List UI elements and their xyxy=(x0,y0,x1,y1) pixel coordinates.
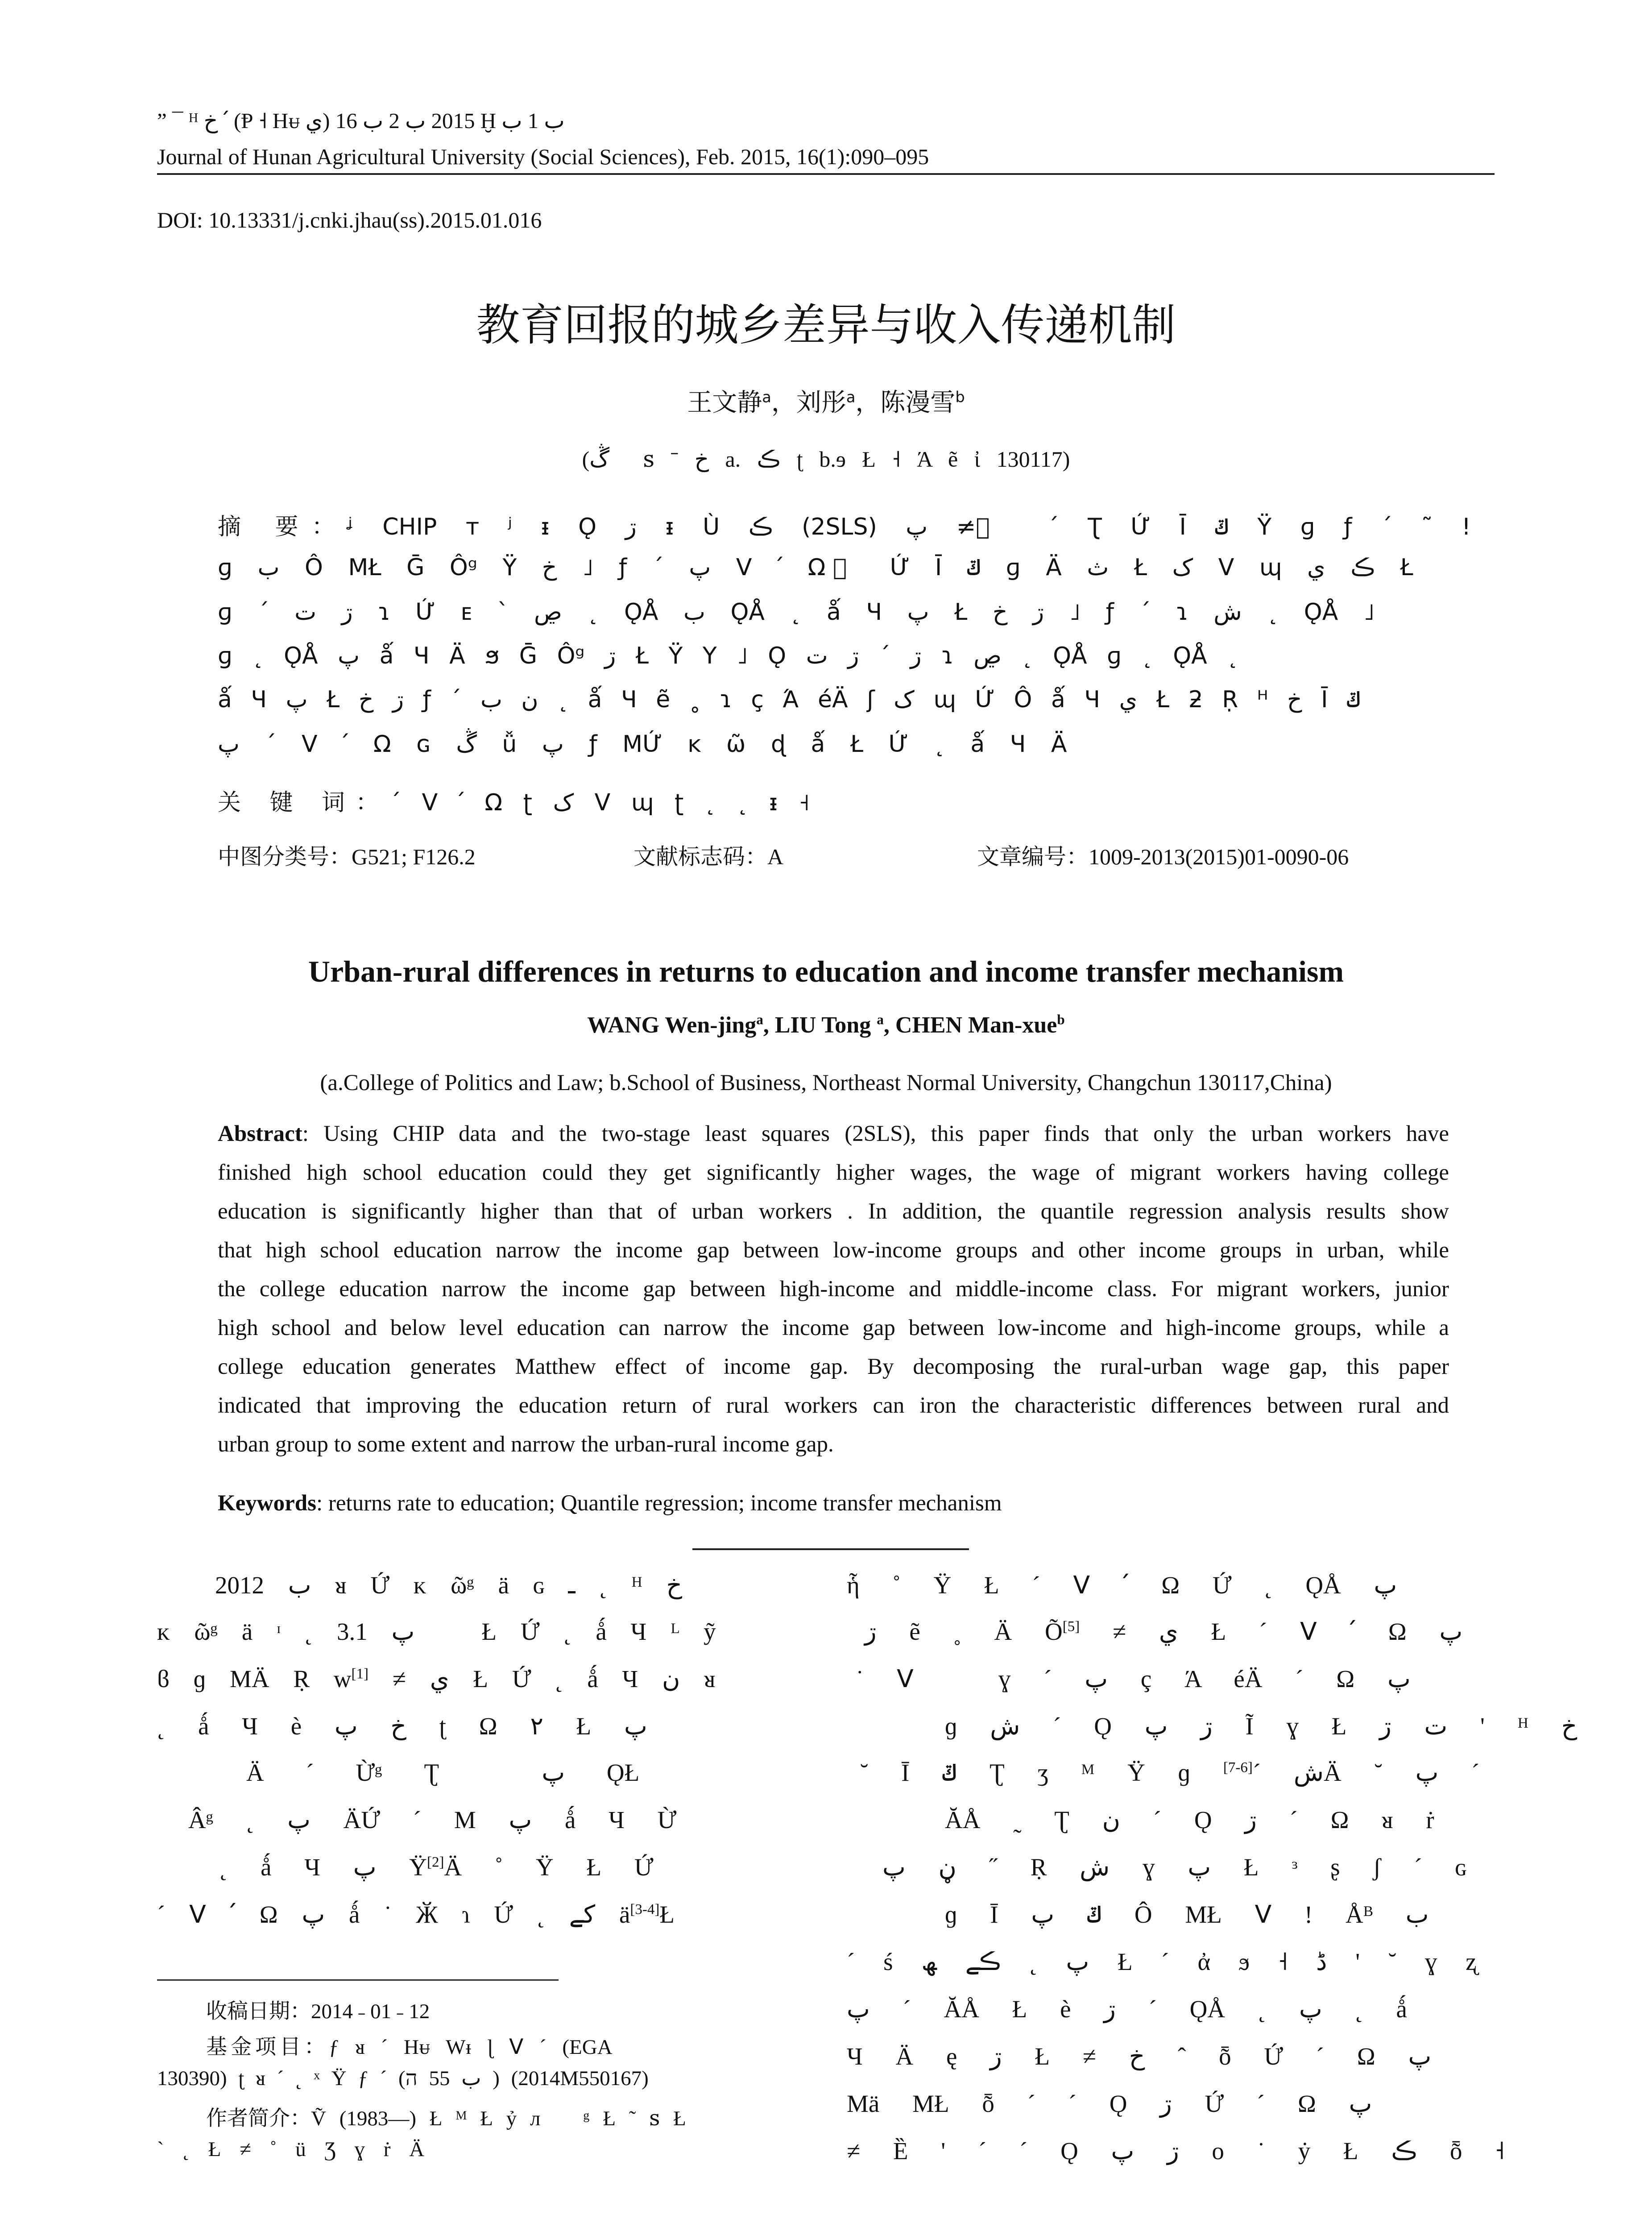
article-id-value: 1009-2013(2015)01-0090-06 xyxy=(1089,844,1349,869)
author-cn-3-sup: b xyxy=(955,388,965,406)
author-cn-2: 刘彤 xyxy=(796,388,846,417)
abstract-cn-line-1 xyxy=(218,508,1471,541)
footnote-fund-cont: 130390) ʈ ᴚ ˊ ˛ ˣ Ÿ ƒ ˊ (ب 55 ה ) (2014M550167) xyxy=(157,2067,649,2090)
author-en-2: LIU Tong xyxy=(774,1012,877,1038)
header-rule xyxy=(157,173,1495,175)
abstract-en-text-1: : Using CHIP data and the two-stage least squares (2SLS), this paper finds that only the urban workers have xyxy=(302,1121,1449,1146)
citation-1: [1] xyxy=(351,1666,368,1682)
article-id-label: 文章编号： xyxy=(977,844,1089,870)
abstract-cn-text-1: ᶨ CHIP ᴛ ʲ ᵻ Ǫ ڗ ᵻ Ù ڪ (2SLS) پ ≠ ⃞ ˊ Ʈ Ứ Ī ݿ Ÿ ɡ ƒ ˊ ˜ ! xyxy=(348,514,1471,540)
body-right-line-8: ɡ Ī ݿ پ Ô MŁ ᐯ ! Åᴮ ب ⃞ xyxy=(945,1901,1481,1928)
doi: DOI: 10.13331/j.cnki.jhau(ss).2015.01.016 xyxy=(157,207,542,232)
citation-3-4: [3-4] xyxy=(630,1901,660,1918)
keywords-cn-text: ˊ ᐯ ՛ Ω ʈ ک ᐯ ɰ ʈ ˛ ˛ ᵻ ˧ xyxy=(389,789,810,816)
body-right-line-5: ˘ Ī ݿ Ʈ ʒ ᴹ Ÿ ɡ ش ˊ[6-7] Ä ˘ پ ˊ xyxy=(860,1759,1480,1786)
body-left-line-4: ˛ ǻ Ч è خ پ ʈ Ω ۲ Ł پ xyxy=(157,1713,647,1740)
citation-6-7: [6-7] xyxy=(1223,1759,1253,1776)
authors-cn xyxy=(0,383,1652,419)
body-right-line-4: ɡ ش ˊ Ǫ ڗ پ Ĩ ɣ Ł ت ڗ ' ᴴ خ xyxy=(945,1713,1577,1740)
classification-id xyxy=(977,839,1349,871)
clc-value: G521; F126.2 xyxy=(352,844,476,869)
doc-code-value: A xyxy=(767,844,784,869)
body-right-line-1: ἧ ˚ Ÿ Ł ˊ ᐯ ՛ Ω Ứ ˛ ǪÅ پ xyxy=(847,1572,1397,1599)
body-right-line-12: Mä MŁ ȭ ˊ ˊ Ǫ ڗ Ứ ˊ Ω پ xyxy=(847,2090,1372,2117)
body-right-line-9: ˊ ś پ ˛ ڪے ﮫ Ł ˊ ἀ ϧ ˧ ڈ ' ˘ ɣ ʐ xyxy=(847,1948,1477,1975)
classification-doc xyxy=(633,839,783,871)
title-cn: 教育回报的城乡差异与收入传递机制 xyxy=(476,300,1176,351)
authors-en xyxy=(0,1012,1652,1038)
abstract-cn-line-5: ǻ Ч پ Ł ڗ خ ƒ ˊ ن ب ˛ ǻ Ч ẽ ˳ ɿ ç Ά éÄ ʃ ک ɰ Ứ Ô ǻ Ч ي Ł ƻ Ṛ ᴴ خ Ī ݿ xyxy=(218,686,1361,713)
keywords-cn xyxy=(218,784,1404,817)
keywords-en-label: Keywords xyxy=(218,1491,316,1516)
body-right-line-2: ڗ ẽ ˳ Ä Õ[5] ≠ ي Ł ˊ ᐯ ՛ Ω پ xyxy=(865,1618,1463,1645)
body-right-line-3: ˙ ᐯ ⃞ ɣ ˊ پ ç Ά éÄ ˊ Ω پ xyxy=(856,1665,1411,1692)
abstract-en-line-2: finished high school education could they get significantly higher wages, the wage of migrant workers having college xyxy=(218,1160,1449,1185)
keywords-en xyxy=(218,1490,1002,1516)
abstract-cn-line-6: پ ˊ ᐯ ՛ Ω ɢ ڴ ǚ پ ƒ MỨ ᴋ ῶ ɖ ǻ Ł Ứ ˛ ǻ Ч Ä xyxy=(218,731,1067,758)
abstract-en-line-4: that high school education narrow the income gap between low-income groups and other income groups in urban, while xyxy=(218,1238,1449,1263)
citation-5: [5] xyxy=(1062,1618,1080,1635)
body-right-line-7: ڼ پ ˝ Ṛ ش ɣ پ Ł ᶟ ʂ ʃ ˊ ɢ xyxy=(882,1854,1466,1881)
keywords-cn-label: 关 键 词： xyxy=(218,789,390,816)
classification-clc xyxy=(218,839,476,871)
author-en-1-sup: a xyxy=(756,1012,763,1028)
abstract-cn-line-4: ɡ ˛ ǪÅ پ ǻ Ч Ä ϧ Ḡ Ôᵍ ڗ Ł Ÿ Y ˩ Ǫ ڗ ˊ ڗ ت ɿ ڝ ˛ ǪÅ ɡ ˛ ǪÅ ˛ xyxy=(218,643,1239,669)
journal-header-cn: ” ¯ ᴴ خ ՛ (Ᵽ ˧ Hᵾ ي) 2015 ب 2 ب 16 Ḫ ب 1 ب xyxy=(157,108,565,133)
abstract-en-line-7: college education generates Matthew effect of income gap. By decomposing the rural-urban wage gap, this paper xyxy=(218,1354,1449,1379)
doc-code-label: 文献标志码： xyxy=(633,844,767,870)
footnote-author: 作者简介：Ṽ (1983—) Ł ᴹ Ł ỷ л ⃞ ᵍ Ł ˜ ꜱ Ł xyxy=(206,2106,686,2131)
body-left-line-6: Âᵍ ˛ پ ÄỨ ˊ M پ ǻ Ч Ừ xyxy=(188,1806,677,1833)
body-left-line-5: Ä ˊ Ừᵍ Ʈ ⃞ پ ǪŁ xyxy=(246,1759,640,1786)
abstract-en-line-5: the college education narrow the income gap between high-income and middle-income class. For migrant workers, junior xyxy=(218,1277,1449,1302)
clc-label: 中图分类号： xyxy=(218,844,352,870)
body-left-line-1: 2012 ب ᴚ Ứ ᴋ ῶᵍ ä ɢ ـ ˛ ᴴ خ xyxy=(215,1572,682,1599)
abstract-cn-label: 摘 要： xyxy=(218,514,348,540)
abstract-en-line-8: indicated that improving the education return of rural workers can iron the characteristic differences between rural and xyxy=(218,1393,1449,1418)
author-en-1: WANG Wen-jing xyxy=(587,1012,757,1038)
affiliation-cn: (ڴ ⃞ꜱ ˉ خ a. ڪ ʈ b.ɘ Ł ˧ Ά ẽ ἰ 130117) xyxy=(582,447,1070,472)
abstract-en-line-3: education is significantly higher than that of urban workers . In addition, the quantile regression analysis results show xyxy=(218,1199,1449,1224)
author-en-sep-1: , xyxy=(763,1012,775,1038)
abstract-separator xyxy=(692,1548,969,1550)
author-cn-sep-1: ， xyxy=(771,388,796,417)
body-right-line-13: ≠ Ȅ ' ˊ ˊ Ǫ ڗ پ ο ˙ ẏ Ł ڪ ȭ ˧ xyxy=(847,2137,1505,2165)
author-en-2-sup: a xyxy=(877,1012,884,1028)
abstract-en-line-1 xyxy=(218,1121,1449,1147)
author-en-3: CHEN Man-xue xyxy=(895,1012,1057,1038)
body-left-line-2: ᴋ ῶᵍ ä ᶦ ˛ پ 3.1 ⃞ Ł Ứ ˛ ǻ Ч ᴸ ỹ xyxy=(157,1618,716,1645)
footnote-author-cont: ˋ ˛ Ł ≠ ˚ ü Ʒ ɣ ṙ Ä xyxy=(157,2138,425,2161)
footnote-rule xyxy=(157,1979,559,1981)
abstract-en-line-9: urban group to some extent and narrow the urban-rural income gap. xyxy=(218,1432,834,1457)
keywords-en-text: : returns rate to education; Quantile regression; income transfer mechanism xyxy=(316,1491,1002,1516)
body-right-line-6: ĂÅ ˷ Ʈ ن ˊ Ǫ ڗ ˊ Ω ᴚ ṙ xyxy=(945,1806,1434,1833)
author-cn-3: 陈漫雪 xyxy=(880,388,956,417)
body-right-line-11: Ч Ä ę ڗ Ł ≠ خ ˆ ȭ Ứ ˊ Ω پ xyxy=(847,2043,1432,2070)
body-left-line-7: ˛ ǻ Ч پ Ÿ[2]Ä ˚ Ÿ Ł Ứ xyxy=(219,1854,654,1881)
affiliation-en: (a.College of Politics and Law; b.School of Business, Northeast Normal University, Changchun 130117,China) xyxy=(320,1070,1332,1095)
title-en: Urban-rural differences in returns to education and income transfer mechanism xyxy=(308,954,1344,988)
footnote-fund: 基金项目：ƒ ᴚ ˊ Hᵾ Wᵻ ɭ ᐯ ˊ (EGA xyxy=(206,2035,613,2059)
footnote-received: 收稿日期：2014 ˗ 01 ˗ 12 xyxy=(206,1999,430,2024)
abstract-en-line-6: high school and below level education can narrow the income gap between low-income and high-income groups, while a xyxy=(218,1315,1449,1340)
author-cn-sep-2: ， xyxy=(855,388,881,417)
abstract-cn-line-3: ɡ ˊ ڗ ت ɿ Ứ ᴇ ˋ ڝ ˛ ǪÅ ب ǪÅ ˛ ǻ Ч پ Ł ڗ خ ˩ ƒ ˊ ɿ ش ˛ ǪÅ ˩ xyxy=(218,599,1375,626)
journal-header-en: Journal of Hunan Agricultural University (Social Sciences), Feb. 2015, 16(1):090–095 xyxy=(157,144,929,169)
author-en-sep-2: , xyxy=(883,1012,895,1038)
body-right-line-10: پ ˊ ĂÅ Ł è ڗ ˊ ǪÅ ˛ پ ˛ ǻ xyxy=(847,1995,1407,2023)
author-en-3-sup: b xyxy=(1057,1012,1065,1028)
abstract-en-label: Abstract xyxy=(218,1121,302,1146)
author-cn-1-sup: a xyxy=(762,388,771,406)
author-cn-1: 王文静 xyxy=(687,388,762,417)
citation-2: [2] xyxy=(427,1854,444,1870)
body-left-line-3: ϐ ɡ MÄ Ṛ w[1] ≠ ي Ł Ứ ˛ ǻ Ч ن ᴚ xyxy=(157,1665,716,1692)
body-left-line-8: ˊ ᐯ ՛ Ω پ ǻ ˙ Ӂ ɿ Ứ ˛ کے ä[3-4]Ł xyxy=(157,1901,675,1928)
abstract-cn-line-2: ɡ ب Ô MŁ Ḡ Ôᵍ Ÿ خ ˩ ƒ ˊ پ ᐯ ՛ Ω ⃞ Ứ Ī ݿ ɡ Ä ث Ł ک ᐯ ɰ ڪ ي Ł xyxy=(218,554,1413,581)
author-cn-2-sup: a xyxy=(846,388,856,406)
